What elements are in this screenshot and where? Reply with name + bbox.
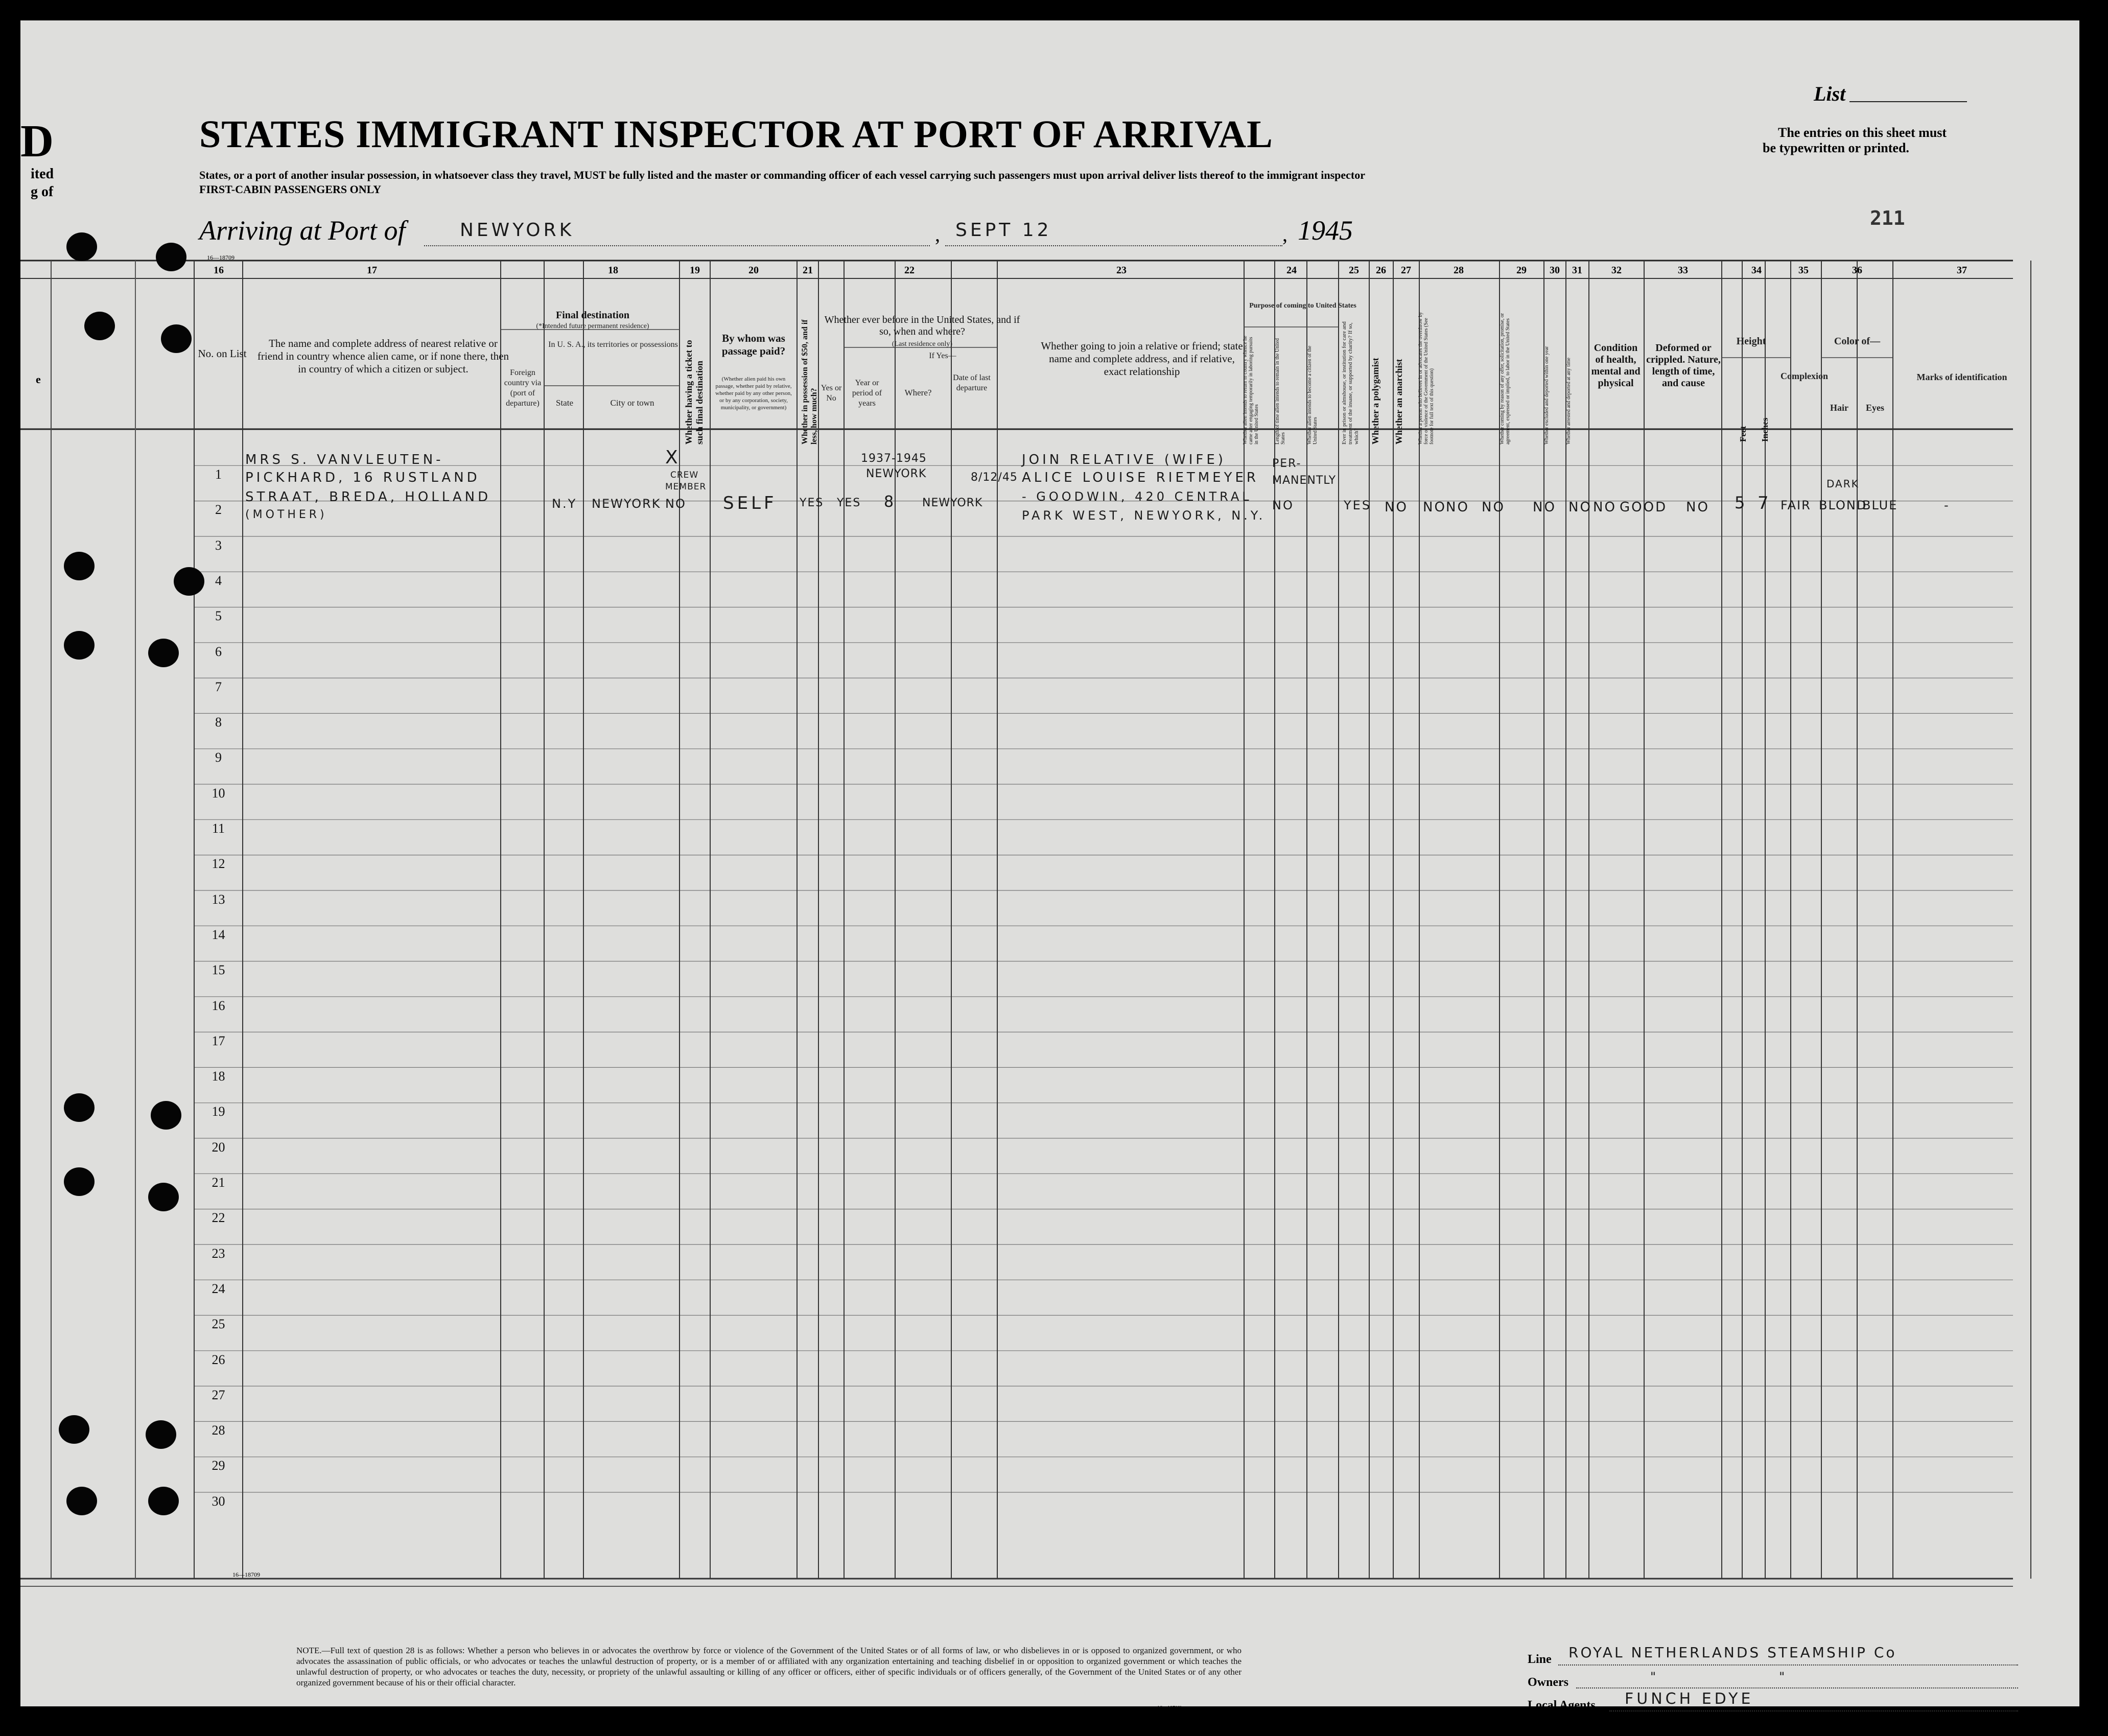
- column-number: 17: [367, 265, 377, 276]
- entry-city: NEWYORK: [592, 497, 661, 511]
- entry-purpose-length: PER-: [1272, 457, 1302, 470]
- column-number: 27: [1401, 265, 1411, 276]
- header-color-of: Color of—: [1834, 336, 1881, 347]
- row-number: 8: [215, 715, 222, 730]
- manifest-sheet: [20, 20, 2079, 1712]
- footer-line-rule: [1558, 1664, 2018, 1665]
- row-number: 24: [212, 1281, 225, 1296]
- row-number: 10: [212, 785, 225, 801]
- row-number: 16: [212, 998, 225, 1013]
- row-number: 21: [212, 1175, 225, 1190]
- header-if-yes: If Yes—: [929, 351, 956, 360]
- row-number: 26: [212, 1352, 225, 1367]
- list-line: [1849, 101, 1967, 102]
- row-number: 7: [215, 679, 222, 694]
- row-number: 15: [212, 963, 225, 978]
- entry-purpose-return: NO: [1272, 498, 1294, 512]
- form-number-bottom: 16—18709: [232, 1571, 260, 1578]
- row-number: 19: [212, 1104, 225, 1119]
- row-number: 22: [212, 1210, 225, 1226]
- entry-before-years: 8: [884, 493, 897, 511]
- punch-hole: [66, 1487, 97, 1515]
- header-state: State: [556, 398, 573, 408]
- punch-hole: [148, 1487, 179, 1515]
- header-in-usa: In U. S. A., its territories or possessions: [548, 340, 678, 349]
- sheet-number: 211: [1870, 207, 1905, 229]
- comma: ,: [935, 223, 940, 246]
- entry-purpose-length: MANENTLY: [1272, 474, 1337, 487]
- join-line: PARK WEST, NEWYORK, N.Y.: [1022, 508, 1266, 523]
- row-number: 11: [212, 821, 225, 836]
- punch-hole: [59, 1415, 89, 1444]
- header-join-relative: Whether going to join a relative or friend; state name and complete address, and if relative, exact relationship: [1041, 340, 1243, 378]
- entry-offer: NO: [1533, 500, 1556, 515]
- header-final-destination: Final destination: [556, 310, 629, 321]
- header-passage-note: (Whether alien paid his own passage, whether paid by relative, whether paid by any other person, or by any corporation, society, municipality, or government): [715, 376, 792, 411]
- entry-ticket-mark: X: [665, 447, 681, 468]
- row-number: 18: [212, 1069, 225, 1084]
- header-health: Condition of health, mental and physical: [1591, 342, 1641, 389]
- row-number: 27: [212, 1387, 225, 1402]
- header-foreign-country: Foreign country via (port of departure): [504, 368, 542, 408]
- entry-inches: 7: [1758, 493, 1772, 513]
- header-date-departure: Date of last departure: [953, 373, 991, 392]
- column-number: 33: [1678, 265, 1688, 276]
- punch-hole: [64, 631, 95, 660]
- header-offer: Whether coming by reason of any offer, solicitation, promise, or agreement, expressed or implied, to labor in the United States: [1500, 313, 1511, 444]
- row-number: 29: [212, 1458, 225, 1473]
- header-passage-paid: By whom was passage paid?: [721, 332, 786, 357]
- arriving-year: 1945: [1298, 215, 1353, 246]
- row-number: 9: [215, 750, 222, 765]
- left-fragment-line: ited: [31, 166, 54, 182]
- column-number: 24: [1286, 265, 1297, 276]
- header-ever-before: Whether ever before in the United States, and if so, when and where?: [824, 314, 1020, 337]
- relative-line: (MOTHER): [245, 508, 327, 521]
- column-number: 36: [1852, 265, 1862, 276]
- entry-ticket: NO: [665, 497, 686, 511]
- row-number: 20: [212, 1139, 225, 1155]
- entry-complexion: FAIR: [1781, 498, 1811, 512]
- arriving-date: SEPT 12: [955, 220, 1052, 241]
- relative-line: MRS S. VANVLEUTEN-: [245, 452, 444, 467]
- header-height: Height: [1736, 336, 1766, 347]
- column-number: 28: [1454, 265, 1464, 276]
- footer-owners-value: " ": [1650, 1670, 1795, 1684]
- entry-eyes: BLUE: [1862, 498, 1898, 512]
- entry-ticket-note: CREW: [670, 470, 699, 480]
- entry-health: GOOD: [1620, 500, 1668, 515]
- typewritten-note: The entries on this sheet must: [1778, 125, 1947, 140]
- entry-ticket-note: MEMBER: [665, 482, 707, 492]
- punch-hole: [148, 1183, 179, 1211]
- arriving-port: NEWYORK: [460, 220, 575, 241]
- punch-hole: [64, 1167, 95, 1196]
- row-number: 13: [212, 892, 225, 907]
- entry-state: N.Y: [552, 497, 577, 511]
- header-purpose-citizen: Whether alien intends to become a citizen of the United States: [1307, 345, 1318, 444]
- row-number: 12: [212, 856, 225, 872]
- header-prison: Ever in prison or almshouse, or institution for care and treatment of the insane, or supported by charity? If so, which?: [1341, 321, 1360, 444]
- footer-agents-rule: [1609, 1710, 2018, 1711]
- row-number: 6: [215, 644, 222, 659]
- footer-line-label: Line: [1528, 1653, 1552, 1666]
- header-final-destination-note: (*Intended future permanent residence): [536, 322, 649, 330]
- header-marks: Marks of identification: [1916, 372, 2007, 382]
- punch-hole: [146, 1420, 176, 1449]
- entry-overthrow: NO: [1482, 500, 1505, 515]
- row-number: 25: [212, 1317, 225, 1332]
- subtitle-first-cabin: FIRST-CABIN PASSENGERS ONLY: [199, 183, 382, 196]
- punch-hole: [84, 312, 115, 340]
- header-purpose-return: Whether alien intends to return to country whence he came after engaging temporarily in laboring pursuits in the United States: [1243, 336, 1259, 444]
- relative-line: PICKHARD, 16 RUSTLAND: [245, 470, 480, 485]
- entry-marks: -: [1944, 498, 1952, 512]
- header-fifty-dollars: Whether in possession of $50, and if less, how much?: [801, 319, 818, 444]
- row-number: 17: [212, 1033, 225, 1048]
- entry-purpose-citizen: YES: [1344, 498, 1372, 512]
- left-fragment-line: g of: [31, 184, 54, 200]
- row-number: 14: [212, 927, 225, 942]
- header-feet: Feet: [1738, 426, 1748, 442]
- header-anarchist: Whether an anarchist: [1394, 359, 1404, 444]
- punch-hole: [174, 567, 204, 596]
- column-number: 31: [1572, 265, 1582, 276]
- entry-before-where: NEWYORK: [922, 497, 983, 509]
- punch-hole: [156, 243, 186, 271]
- header-polygamist: Whether a polygamist: [1370, 358, 1380, 444]
- header-deformed: Deformed or crippled. Nature, length of time, and cause: [1646, 342, 1721, 389]
- row-number: 1: [215, 467, 222, 482]
- entry-feet: 5: [1735, 493, 1748, 512]
- row-number: 5: [215, 608, 222, 624]
- column-number: 25: [1349, 265, 1359, 276]
- join-line: - GOODWIN, 420 CENTRAL: [1022, 489, 1252, 504]
- column-number: 16: [214, 265, 224, 276]
- header-purpose-length: Length of time alien intends to remain in the United States: [1275, 338, 1286, 444]
- left-fragment-line: e: [36, 373, 41, 386]
- column-number: 32: [1611, 265, 1622, 276]
- header-year-period: Year or period of years: [852, 379, 882, 408]
- column-number: 21: [803, 265, 813, 276]
- page-title: STATES IMMIGRANT INSPECTOR AT PORT OF ARRIVAL: [199, 113, 1273, 156]
- footer-line-value: ROYAL NETHERLANDS STEAMSHIP Co: [1568, 1644, 1897, 1661]
- column-number: 19: [690, 265, 700, 276]
- column-number: 23: [1116, 265, 1127, 276]
- footer-owners-rule: [1576, 1687, 2018, 1688]
- row-number: 2: [215, 502, 222, 518]
- column-number: 18: [608, 265, 618, 276]
- form-number-note: 16—18709b: [1157, 1705, 1183, 1711]
- column-number: 34: [1751, 265, 1762, 276]
- header-eyes: Eyes: [1866, 403, 1884, 413]
- form-number: 16—18709: [207, 254, 235, 261]
- header-where: Where?: [904, 388, 932, 397]
- column-number: 30: [1550, 265, 1560, 276]
- punch-hole: [64, 1093, 95, 1122]
- row-number: 28: [212, 1423, 225, 1438]
- row-number: 23: [212, 1246, 225, 1261]
- footnote: NOTE.—Full text of question 28 is as follows: Whether a person who believes in or advocates the overthrow by force or violence of the Government of the United States or of all forms of law, or who disbelieves in or is opposed to organized government, or who advocates the assassination of public officials, or who advocates or teaches the unlawful destruction of property, or is a member of or affiliated with any organization entertaining and teaching disbelief in or opposition to organized government or which teaches the unlawful destruction of property, or who advocates or teaches the duty, necessity, or propriety of the unlawful assaulting or killing of any officer or officers, either of specific individuals or of officers generally, of the Government of the United States or of any other organized government because of his or their official character.: [296, 1646, 1242, 1687]
- punch-hole: [161, 324, 192, 353]
- column-number: 22: [904, 265, 915, 276]
- row-number: 30: [212, 1493, 225, 1509]
- arriving-line: [424, 245, 930, 246]
- entry-before-date: 8/12/45: [971, 471, 1018, 484]
- entry-excluded: NO: [1568, 500, 1592, 515]
- entry-before-yes-no: YES: [837, 497, 861, 509]
- column-number: 26: [1376, 265, 1386, 276]
- row-number: 3: [215, 537, 222, 553]
- footer-agents-value: FUNCH EDYE: [1625, 1690, 1754, 1708]
- comma: ,: [1282, 223, 1287, 246]
- column-number: 37: [1957, 265, 1967, 276]
- left-fragment-letter: D: [20, 116, 54, 167]
- entry-before-period-place: NEWYORK: [866, 467, 927, 480]
- typewritten-note: be typewritten or printed.: [1763, 140, 1909, 155]
- column-number: 35: [1798, 265, 1809, 276]
- header-ever-before-note: (Last residence only): [892, 340, 953, 348]
- column-number: 29: [1516, 265, 1527, 276]
- header-city: City or town: [610, 398, 654, 408]
- entry-fifty-dollars: YES: [800, 497, 824, 509]
- header-ticket: Whether having a ticket to such final destination: [684, 340, 705, 444]
- header-relative: The name and complete address of nearest relative or friend in country whence alien came, or if none there, then in country of which a citizen or subject.: [257, 337, 509, 375]
- header-excluded: Whether excluded and deported within one year: [1544, 346, 1550, 444]
- entry-prison: NO: [1385, 500, 1408, 515]
- header-inches: Inches: [1760, 417, 1770, 442]
- join-line: JOIN RELATIVE (WIFE): [1022, 452, 1226, 467]
- footer-owners-label: Owners: [1528, 1676, 1568, 1689]
- header-purpose: Purpose of coming to United States: [1249, 302, 1356, 310]
- punch-hole: [64, 552, 95, 580]
- entry-passage-paid: SELF: [723, 493, 777, 513]
- header-hair: Hair: [1830, 403, 1848, 413]
- header-overthrow: Whether a person who believes in or advocates the overthrow by force or violence of the Government of the United States (See footnote for full text of this question): [1418, 312, 1435, 444]
- footer-agents-label: Local Agents: [1528, 1699, 1596, 1712]
- entry-anarchist: NO: [1446, 500, 1469, 515]
- header-deported: Whether arrested and deported at any time: [1566, 358, 1572, 444]
- list-label: List: [1814, 82, 1846, 105]
- punch-hole: [66, 232, 97, 261]
- entry-polygamist: NO: [1423, 500, 1446, 515]
- punch-hole: [148, 639, 179, 667]
- arriving-label: Arriving at Port of: [199, 215, 406, 246]
- header-complexion: Complexion: [1781, 371, 1829, 381]
- header-no-on-list: No. on List: [198, 347, 247, 360]
- subtitle: States, or a port of another insular possession, in whatsoever class they travel, MUST be fully listed and the master or commanding officer of each vessel carrying such passengers must upon arrival deliver lists thereof to the immigrant inspector: [199, 169, 1365, 181]
- row-number: 4: [215, 573, 222, 588]
- header-yes-no: Yes or No: [821, 384, 842, 403]
- entry-before-period: 1937-1945: [861, 452, 927, 465]
- entry-deformed: NO: [1686, 500, 1709, 515]
- punch-hole: [151, 1101, 181, 1130]
- entry-hair: BLOND: [1819, 498, 1867, 512]
- relative-line: STRAAT, BREDA, HOLLAND: [245, 489, 491, 505]
- join-line: ALICE LOUISE RIETMEYER: [1022, 470, 1259, 485]
- entry-deported: NO: [1593, 500, 1617, 515]
- entry-hair: DARK: [1826, 478, 1859, 490]
- column-number: 20: [748, 265, 759, 276]
- arriving-date-line: [945, 245, 1282, 246]
